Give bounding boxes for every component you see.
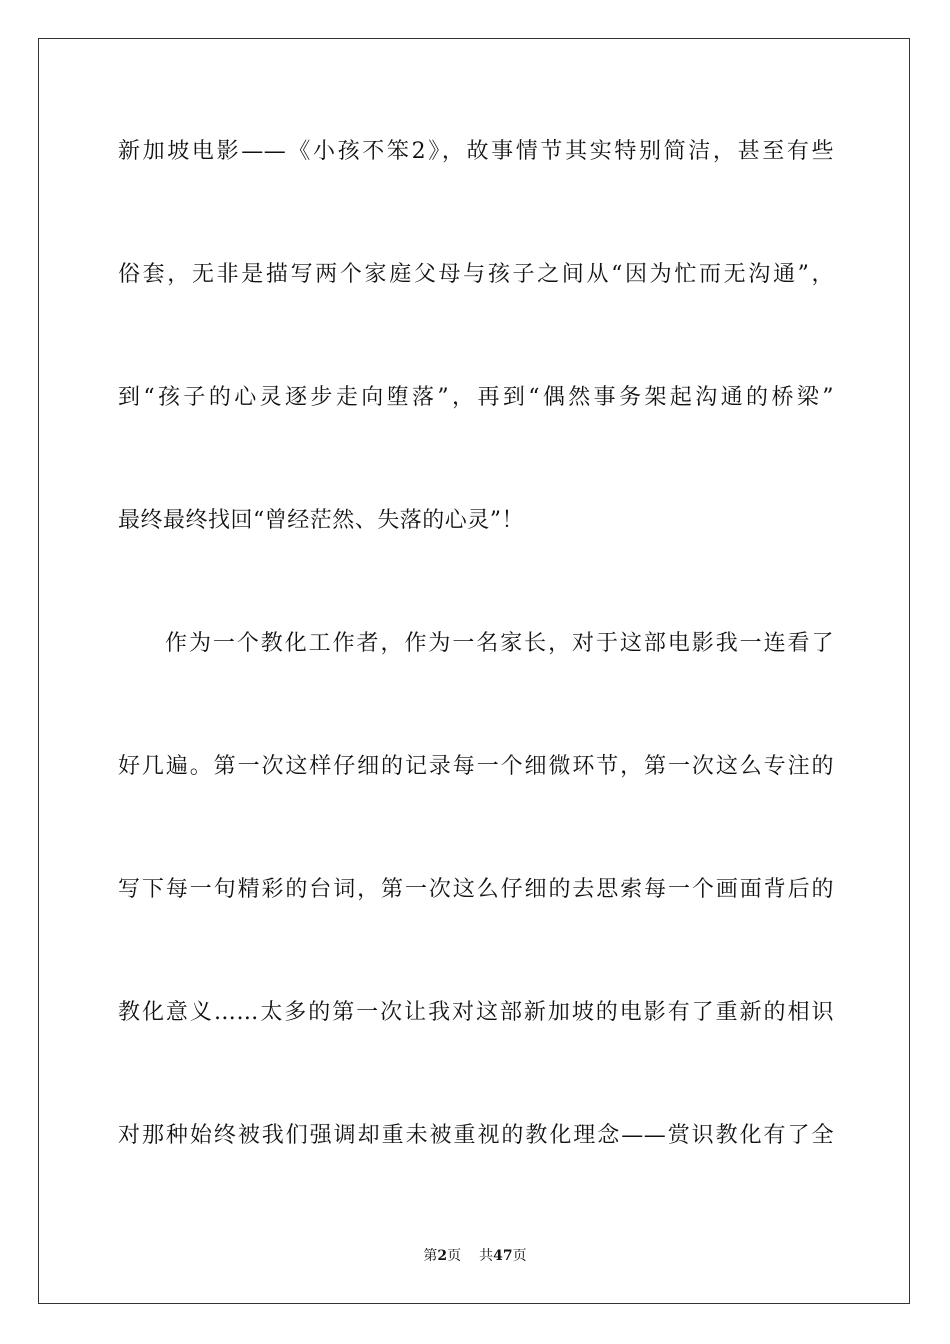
text-line: 最终最终找回“曾经茫然、失落的心灵”！ [118, 508, 524, 533]
total-pages: 47 [493, 1248, 513, 1264]
total-prefix: 共 [479, 1248, 494, 1264]
page-prefix: 第 [423, 1248, 438, 1264]
text-line: 好几遍。第一次这样仔细的记录每一个细微环节，第一次这么专注的 [118, 754, 834, 779]
page-number: 2 [437, 1248, 448, 1264]
text-line: 俗套，无非是描写两个家庭父母与孩子之间从“因为忙而无沟通”， [118, 262, 834, 287]
page-footer [0, 1246, 950, 1266]
text-line: 新加坡电影——《小孩不笨2》，故事情节其实特别简洁，甚至有些 [118, 139, 834, 164]
text-line: 作为一个教化工作者，作为一名家长，对于这部电影我一连看了 [165, 631, 834, 656]
text-line: 到“孩子的心灵逐步走向堕落”，再到“偶然事务架起沟通的桥梁” [118, 385, 834, 410]
page-border [38, 38, 910, 1304]
total-suffix: 页 [512, 1248, 527, 1264]
page-suffix: 页 [447, 1248, 462, 1264]
text-line: 对那种始终被我们强调却重未被重视的教化理念——赏识教化有了全 [118, 1123, 834, 1148]
text-line: 写下每一句精彩的台词，第一次这么仔细的去思索每一个画面背后的 [118, 877, 834, 902]
text-line: 教化意义……太多的第一次让我对这部新加坡的电影有了重新的相识 [118, 1000, 834, 1025]
